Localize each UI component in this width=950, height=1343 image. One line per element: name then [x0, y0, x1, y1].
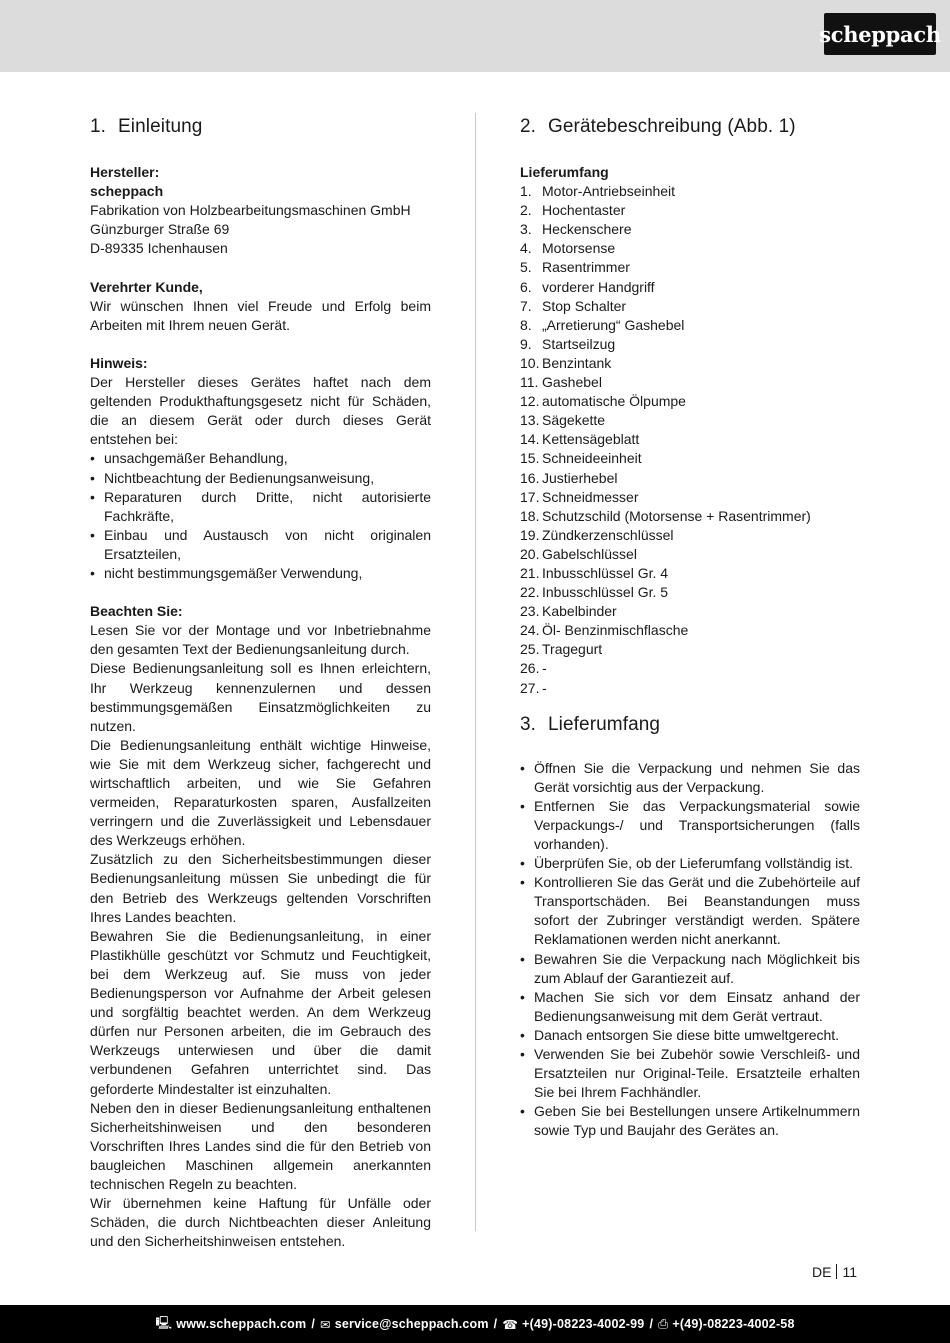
footer-website[interactable]: www.scheppach.com [176, 1317, 307, 1331]
item-label: Sägekette [542, 412, 606, 429]
item-number: 25. [520, 641, 540, 658]
observe-paragraph: Lesen Sie vor der Montage und vor Inbetriebnahme den gesamten Text der Bedienungsanleitung durch. [90, 622, 431, 658]
item-number: 16. [520, 469, 540, 486]
parts-list-item [520, 297, 860, 316]
item-number: 10. [520, 354, 540, 371]
parts-list-item [520, 621, 860, 640]
observe-paragraph: Bewahren Sie die Bedienungsanleitung, in einer Plastikhülle geschützt vor Schmutz und Feuchtigkeit, bei dem Werkzeug auf. Sie muss von jeder Bedienungsperson vor Aufnahme der Arbeit gelesen und sorgfältig beachtet werden. An dem Werkzeug dürfen nur Personen arbeiten, die im Gebrauch des Werkzeugs unterwiesen und über die damit verbundenen Gefahren unterrichtet sind. Das geforderte Mindestalter ist einzuhalten. [90, 927, 431, 1097]
parts-list-item [520, 640, 860, 659]
section-3-heading: 3. Lieferumfang [520, 713, 661, 735]
item-number: 15. [520, 450, 540, 467]
parts-list-item [520, 278, 860, 297]
parts-list-item [520, 679, 860, 698]
parts-list-item [520, 239, 860, 258]
list-item: • Kontrollieren Sie das Gerät und die Zubehörteile auf Transportschäden. Bei Beanstandungen muss sofort der Zubringer verständigt werden. Spätere Reklamationen werden nicht anerkannt. [520, 873, 860, 949]
parts-list-item [520, 392, 860, 411]
parts-list-item [520, 583, 860, 602]
item-number: 1. [520, 183, 532, 200]
item-label: Kettensägeblatt [542, 431, 640, 448]
item-number: 27. [520, 679, 540, 696]
observe-paragraph: Neben den in dieser Bedienungsanleitung enthaltenen Sicherheitshinweisen und den besonderen Vorschriften Ihres Landes sind die für den Betrieb von baugleichen Maschinen allgemein anerkannten technischen Regeln zu beachten. [90, 1099, 431, 1192]
parts-list-item [520, 545, 860, 564]
item-label: Motorsense [542, 240, 616, 257]
customer-label: Verehrter Kunde, [90, 278, 203, 295]
item-label: Motor-Antriebseinheit [542, 183, 676, 200]
parts-list-item [520, 258, 860, 277]
item-number: 2. [520, 202, 532, 219]
item-label: Tragegurt [542, 641, 603, 658]
item-label: Hochentaster [542, 202, 626, 219]
address-line: Günzburger Straße 69 [90, 221, 230, 238]
list-item: • Verwenden Sie bei Zubehör sowie Verschleiß- und Ersatzteilen nur Original-Teile. Ersatzteile erhalten Sie bei Ihrem Fachhändler. [520, 1045, 860, 1102]
item-number: 21. [520, 564, 540, 581]
observe-paragraph: Diese Bedienungsanleitung soll es Ihnen erleichtern, Ihr Werkzeug kennenzulernen und dessen bestimmungsgemäßen Einsatzmöglichkeiten zu nutzen. [90, 660, 431, 734]
delivery-bullet-list [520, 759, 860, 1141]
item-number: 6. [520, 278, 532, 295]
parts-list-item [520, 430, 860, 449]
note-label: Hinweis: [90, 354, 148, 371]
item-number: 13. [520, 412, 540, 429]
footer-bar: 🖳 www.scheppach.com / ✉ service@scheppach.com / ☎ +(49)-08223-4002-99 / ⎙ +(49)-08223-4002-58 [0, 1305, 950, 1343]
item-label: vorderer Handgriff [542, 278, 655, 295]
parts-list-item [520, 411, 860, 430]
item-label: Benzintank [542, 354, 612, 371]
item-label: Heckenschere [542, 221, 632, 238]
parts-list-item [520, 182, 860, 201]
parts-list-item [520, 659, 860, 678]
item-number: 19. [520, 526, 540, 543]
observe-paragraph: Die Bedienungsanleitung enthält wichtige Hinweise, wie Sie mit dem Werkzeug sicher, fachgerecht und wirtschaftlich arbeiten, und wie Sie Gefahren vermeiden, Reparaturkosten sparen, Ausfallzeiten verringern und die Zuverlässigkeit und Lebensdauer des Werkzeugs erhöhen. [90, 736, 431, 849]
list-item: • nicht bestimmungsgemäßer Verwendung, [90, 564, 431, 583]
list-item: • Nichtbeachtung der Bedienungsanweisung, [90, 469, 431, 488]
parts-list-item [520, 354, 860, 373]
item-number: 5. [520, 259, 532, 276]
parts-list-item [520, 201, 860, 220]
item-label: Justierhebel [542, 469, 618, 486]
item-number: 3. [520, 221, 532, 238]
item-label: Gashebel [542, 374, 602, 391]
footer-fax: +(49)-08223-4002-58 [672, 1317, 795, 1331]
item-label: Schneidmesser [542, 488, 639, 505]
item-label: - [542, 679, 547, 696]
header-bar [0, 0, 950, 72]
item-number: 17. [520, 488, 540, 505]
phone-icon: ☎ [502, 1316, 519, 1332]
parts-list-item [520, 335, 860, 354]
item-number: 12. [520, 393, 540, 410]
list-item: • Öffnen Sie die Verpackung und nehmen Sie das Gerät vorsichtig aus der Verpackung. [520, 759, 860, 797]
page-number: DE 11 [812, 1264, 857, 1280]
item-label: Inbusschlüssel Gr. 4 [542, 564, 669, 581]
mail-icon: ✉ [320, 1316, 331, 1332]
parts-list-item [520, 602, 860, 621]
item-number: 23. [520, 603, 540, 620]
parts-list-item [520, 469, 860, 488]
item-number: 9. [520, 335, 532, 352]
observe-label: Beachten Sie: [90, 603, 183, 620]
item-label: Gabelschlüssel [542, 545, 637, 562]
list-item: • unsachgemäßer Behandlung, [90, 449, 431, 468]
parts-list-item [520, 316, 860, 335]
item-number: 22. [520, 584, 540, 601]
item-number: 7. [520, 297, 532, 314]
item-number: 8. [520, 316, 532, 333]
list-item: • Reparaturen durch Dritte, nicht autorisierte Fachkräfte, [90, 488, 431, 526]
item-label: Schneideeinheit [542, 450, 642, 467]
item-number: 26. [520, 660, 540, 677]
item-number: 14. [520, 431, 540, 448]
item-number: 18. [520, 507, 540, 524]
scheppach-logo: scheppach [824, 13, 936, 55]
item-label: Schutzschild (Motorsense + Rasentrimmer) [542, 507, 811, 524]
delivery-list-label: Lieferumfang [520, 164, 609, 180]
item-label: automatische Ölpumpe [542, 393, 686, 410]
item-label: - [542, 660, 547, 677]
list-item: • Machen Sie sich vor dem Einsatz anhand der Bedienungsanweisung mit dem Gerät vertraut. [520, 988, 860, 1026]
fax-icon: ⎙ [658, 1316, 669, 1331]
parts-list-item [520, 373, 860, 392]
address-line: Fabrikation von Holzbearbeitungsmaschinen GmbH [90, 202, 411, 219]
section-1-heading: 1. Einleitung [90, 116, 203, 137]
manufacturer-label: Hersteller: [90, 164, 160, 180]
list-item: • Einbau und Austausch von nicht originalen Ersatzteilen, [90, 526, 431, 564]
item-label: Öl- Benzinmischflasche [542, 622, 689, 639]
address-line: D-89335 Ichenhausen [90, 240, 228, 257]
footer-phone: +(49)-08223-4002-99 [522, 1317, 645, 1331]
list-item: • Bewahren Sie die Verpackung nach Möglichkeit bis zum Ablauf der Garantiezeit auf. [520, 950, 860, 988]
item-number: 4. [520, 240, 532, 257]
observe-paragraph: Zusätzlich zu den Sicherheitsbestimmungen dieser Bedienungsanleitung müssen Sie unbedingt die für den Betrieb des Werkzeugs geltenden Vorschriften Ihres Landes beachten. [90, 851, 431, 925]
item-number: 11. [520, 374, 539, 391]
parts-list-item [520, 526, 860, 545]
parts-list-item [520, 488, 860, 507]
customer-text: Wir wünschen Ihnen viel Freude und Erfolg beim Arbeiten mit Ihrem neuen Gerät. [90, 297, 431, 333]
parts-list-item [520, 507, 860, 526]
item-label: Kabelbinder [542, 603, 617, 620]
footer-email[interactable]: service@scheppach.com [334, 1317, 489, 1331]
left-column [90, 114, 431, 1251]
list-item: • Überprüfen Sie, ob der Lieferumfang vollständig ist. [520, 854, 860, 873]
list-item: • Danach entsorgen Sie diese bitte umweltgerecht. [520, 1026, 860, 1045]
column-divider [475, 113, 476, 1231]
parts-list-item [520, 564, 860, 583]
item-label: Zündkerzenschlüssel [542, 526, 674, 543]
item-number: 24. [520, 622, 540, 639]
parts-list [520, 182, 860, 698]
note-bullet-list [90, 449, 431, 583]
note-text: Der Hersteller dieses Gerätes haftet nach dem geltenden Produkthaftungsgesetz nicht für Schäden, die an diesem Gerät oder durch dieses Gerät entstehen bei: [90, 374, 431, 448]
item-label: Inbusschlüssel Gr. 5 [542, 584, 669, 601]
item-label: Rasentrimmer [542, 259, 630, 276]
observe-paragraph: Wir übernehmen keine Haftung für Unfälle oder Schäden, die durch Nichtbeachten dieser Anleitung und den Sicherheitshinweisen entstehen. [90, 1195, 431, 1250]
computer-icon: 🖳 [155, 1314, 173, 1330]
parts-list-item [520, 220, 860, 239]
item-number: 20. [520, 545, 540, 562]
item-label: Stop Schalter [542, 297, 627, 314]
section-2-heading: 2. Gerätebeschreibung (Abb. 1) [520, 116, 796, 137]
manufacturer-name: scheppach [90, 183, 164, 200]
item-label: Startseilzug [542, 335, 616, 352]
item-label: „Arretierung“ Gashebel [542, 316, 685, 333]
parts-list-item [520, 449, 860, 468]
list-item: • Geben Sie bei Bestellungen unsere Artikelnummern sowie Typ und Baujahr des Gerätes an. [520, 1102, 860, 1140]
list-item: • Entfernen Sie das Verpackungsmaterial sowie Verpackungs-/ und Transportsicherungen (falls vorhanden). [520, 797, 860, 854]
right-column [520, 114, 860, 1141]
